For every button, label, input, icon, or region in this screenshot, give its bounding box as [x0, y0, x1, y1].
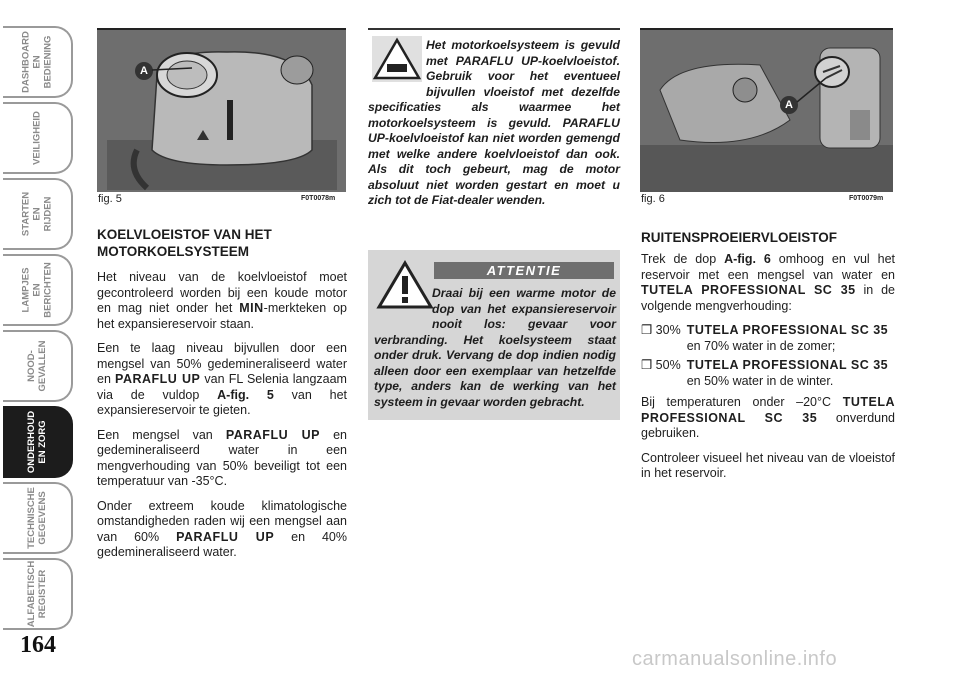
tab-label: STARTEN EN RIJDEN — [20, 191, 54, 237]
paragraph: Een te laag niveau bijvullen door een mengsel van 50% gedemineraliseerd water en PARAFLU UP van FL Selenia langzaam via de vuldop A-fig. 5 van het expansiereservoir te gieten. — [97, 341, 348, 417]
tab-label: LAMPJES EN BERICHTEN — [20, 262, 54, 318]
left-column-text — [97, 270, 347, 570]
paragraph: Trek de dop A-fig. 6 omhoog en vul het reservoir met een mengsel van water en TUTELA PROFESSIONAL SC 35 in de volgende mengverhouding: — [641, 252, 895, 313]
tab-label: ONDERHOUD EN ZORG — [26, 410, 48, 474]
paragraph: Controleer visueel het niveau van de vloeistof in het reservoir. — [641, 450, 895, 480]
warning-text-2: Draai bij een warme motor de dop van het expansiereservoir nooit los: gevaar voor verbranding. Het koelsysteem staat onder druk. Vervang de dop indien nodig alleen door een exemplaar van hetzelfde type, anders kan de werking van het systeem in gevaar worden gebracht. — [374, 286, 616, 409]
paragraph: Bij temperaturen onder –20°C TUTELA PROFESSIONAL SC 35 onverdund gebruiken. — [641, 395, 895, 440]
tab-dashboard[interactable] — [3, 26, 73, 98]
leader-line — [97, 30, 346, 192]
paragraph: Onder extreem koude klimatologische omstandigheden raden wij een mengsel aan van 60% PARAFLU UP en 40% gedemineraliseerd water. — [97, 498, 347, 559]
section-heading-koelvloeistof: KOELVLOEISTOF VAN HET MOTORKOELSYSTEEM — [97, 227, 272, 259]
tab-starten[interactable] — [3, 178, 73, 250]
marker-a: A — [780, 96, 798, 114]
engine-photo-fig5 — [97, 28, 346, 192]
tab-label: TECHNISCHE GEGEVENS — [26, 487, 48, 549]
section-heading-ruitensproeier: RUITENSPROEIERVLOEISTOF — [641, 230, 838, 245]
tab-lampjes[interactable] — [3, 254, 73, 326]
engine-photo-fig6 — [640, 28, 893, 192]
tab-label: VEILIGHEID — [31, 111, 43, 165]
list-item: ❒ 50% TUTELA PROFESSIONAL SC 35 en 50% water in de winter. — [641, 358, 889, 388]
tab-technische[interactable] — [3, 482, 73, 554]
fig5-code: F0T0078m — [301, 195, 336, 202]
fig6-code: F0T0079m — [849, 195, 884, 202]
warning-text-1: Het motorkoelsysteem is gevuld met PARAFLU UP-koelvloeistof. Gebruik voor het eventueel bijvullen vloeistof met dezelfde specificaties als waarmee het motorkoelsysteem is gevuld. PARAFLU UP-koelvloeistof kan niet worden gemengd met welke andere koelvloeistof dan ook. Als dit toch gebeurt, mag de motor absoluut niet worden gestart en moet u zich tot de Fiat-dealer wenden. — [368, 38, 620, 207]
paragraph: Het niveau van de koelvloeistof moet gecontroleerd worden bij een koude motor en mag niet onder het MIN-merkteken op het expansiereservoir staan. — [97, 270, 347, 331]
fig5-caption: fig. 5 — [98, 193, 122, 205]
warning-block-1 — [368, 28, 620, 243]
fig6-caption: fig. 6 — [641, 193, 665, 205]
watermark: carmanualsonline.info — [632, 648, 838, 670]
tab-onderhoud[interactable] — [3, 406, 73, 478]
tab-label: DASHBOARD EN BEDIENING — [20, 31, 54, 93]
tab-noodgevallen[interactable] — [3, 330, 73, 402]
marker-a: A — [135, 62, 153, 80]
page-number: 164 — [20, 632, 56, 658]
tab-label: NOOD- GEVALLEN — [26, 340, 48, 392]
tab-label: ALFABETISCH REGISTER — [26, 560, 48, 628]
leader-line — [640, 30, 893, 192]
warning-block-2 — [368, 250, 620, 420]
paragraph: Een mengsel van PARAFLU UP en gedemineraliseerd water in een mengverhouding van 50% beveiligt tot een temperatuur van -35°C. — [97, 427, 347, 488]
right-column-text — [641, 252, 895, 491]
tab-register[interactable] — [3, 558, 73, 630]
list-item: ❒ 30% TUTELA PROFESSIONAL SC 35 en 70% water in de zomer; — [641, 323, 889, 353]
tab-veiligheid[interactable] — [3, 102, 73, 174]
attention-label: ATTENTIE — [434, 262, 614, 279]
